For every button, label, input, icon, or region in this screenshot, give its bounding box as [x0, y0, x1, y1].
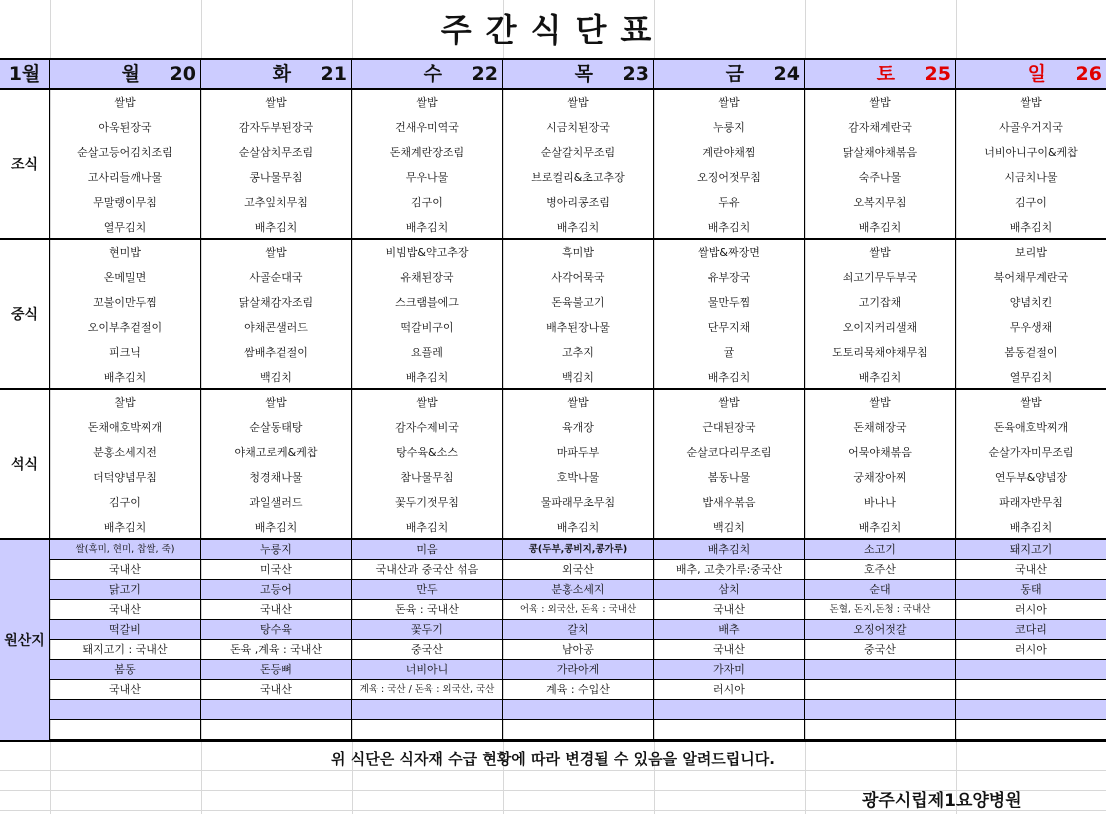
menu-column: [956, 240, 1106, 388]
day-header-row: [0, 58, 1106, 90]
origin-cell: [956, 700, 1106, 719]
origin-cell: 돈등뼈: [201, 660, 352, 679]
origin-cell: 러시아: [956, 640, 1106, 659]
origin-cell: 돼지고기 : 국내산: [50, 640, 201, 659]
menu-item: 배추김치: [707, 221, 751, 234]
menu-item: 김구이: [411, 196, 443, 209]
day-date: 23: [622, 63, 649, 85]
origin-cell: [352, 720, 503, 739]
origin-cell: 미국산: [201, 560, 352, 579]
origin-cell: [352, 700, 503, 719]
menu-item: 열무김치: [1009, 371, 1053, 384]
menu-item: 더덕양념무침: [93, 471, 157, 484]
menu-item: 사각어묵국: [551, 271, 605, 284]
menu-item: 고추잎치무침: [244, 196, 308, 209]
origin-cell: 국내산과 중국산 섞음: [352, 560, 503, 579]
origin-cell: 콩(두부,콩비지,콩가루): [503, 540, 654, 559]
menu-column: [352, 90, 503, 238]
menu-item: 쌀밥: [1020, 96, 1042, 109]
menu-item: 배추김치: [556, 221, 600, 234]
menu-item: 쇠고기무두부국: [842, 271, 918, 284]
menu-item: 돈육불고기: [551, 296, 605, 309]
menu-item: 순살고등어김치조림: [77, 146, 173, 159]
menu-item: 마파두부: [556, 446, 600, 459]
origin-cell: 국내산: [50, 680, 201, 699]
menu-column: [956, 390, 1106, 538]
menu-item: 쌀밥: [1020, 396, 1042, 409]
menu-item: 감자수제비국: [395, 421, 459, 434]
day-date: 22: [471, 63, 498, 85]
origin-row: [50, 580, 1106, 600]
origin-cell: 삼치: [654, 580, 805, 599]
menu-item: 백김치: [713, 521, 745, 534]
menu-item: 청경채나물: [249, 471, 303, 484]
menu-item: 돈육애호박찌개: [993, 421, 1069, 434]
menu-item: 쌈배추겉절이: [244, 346, 308, 359]
day-date: 21: [320, 63, 347, 85]
menu-item: 콩나물무침: [249, 171, 303, 184]
menu-item: 근대된장국: [702, 421, 756, 434]
origin-cell: 가자미: [654, 660, 805, 679]
menu-item: 열무김치: [103, 221, 147, 234]
menu-item: 김구이: [1015, 196, 1047, 209]
origin-cell: 배추, 고춧가루:중국산: [654, 560, 805, 579]
menu-column: [201, 240, 352, 388]
origin-section: [0, 540, 1106, 742]
menu-column: [503, 390, 654, 538]
meal-label: 석식: [0, 390, 50, 538]
origin-row: [50, 680, 1106, 700]
menu-item: 시금치된장국: [546, 121, 610, 134]
menu-item: 배추김치: [103, 371, 147, 384]
origin-cell: 국내산: [50, 600, 201, 619]
menu-column: [654, 390, 805, 538]
origin-cell: 어육 : 외국산, 돈육 : 국내산: [503, 600, 654, 619]
origin-row: [50, 620, 1106, 640]
menu-column: [805, 390, 956, 538]
origin-cell: 쌀(흑미, 현미, 찹쌀, 죽): [50, 540, 201, 559]
meal-block-1: [0, 240, 1106, 390]
menu-item: 백김치: [562, 371, 594, 384]
menu-item: 건새우미역국: [395, 121, 459, 134]
menu-column: [50, 90, 201, 238]
menu-item: 배추김치: [103, 521, 147, 534]
origin-cell: [654, 720, 805, 739]
origin-cell: [805, 680, 956, 699]
menu-item: 배추김치: [405, 371, 449, 384]
origin-cell: 순대: [805, 580, 956, 599]
day-date: 24: [773, 63, 800, 85]
menu-item: 분홍소세지전: [93, 446, 157, 459]
origin-row: [50, 660, 1106, 680]
menu-item: 물만두찜: [707, 296, 751, 309]
origin-cell: 국내산: [654, 600, 805, 619]
menu-item: 요플레: [411, 346, 443, 359]
menu-item: 두유: [718, 196, 740, 209]
menu-column: [50, 240, 201, 388]
menu-item: 배추김치: [858, 371, 902, 384]
menu-item: 온메밀면: [103, 271, 147, 284]
origin-cell: 국내산: [50, 560, 201, 579]
menu-item: 쌀밥: [416, 96, 438, 109]
menu-item: 쌀밥: [718, 96, 740, 109]
origin-cell: 돈혈, 돈지,돈청 : 국내산: [805, 600, 956, 619]
origin-cell: 계육 : 국산 / 돈육 : 외국산, 국산: [352, 680, 503, 699]
menu-item: 탕수육&소스: [396, 446, 458, 459]
menu-column: [503, 240, 654, 388]
day-header-2: [352, 60, 503, 88]
menu-item: 감자두부된장국: [238, 121, 314, 134]
origin-row: [50, 640, 1106, 660]
menu-item: 고사리들깨나물: [87, 171, 163, 184]
origin-cell: 고등어: [201, 580, 352, 599]
meal-label: 조식: [0, 90, 50, 238]
menu-column: [956, 90, 1106, 238]
origin-cell: 코다리: [956, 620, 1106, 639]
menu-item: 배추김치: [556, 521, 600, 534]
menu-item: 어묵야채볶음: [848, 446, 912, 459]
menu-item: 배추김치: [254, 221, 298, 234]
menu-column: [352, 240, 503, 388]
origin-cell: 오징어젓갈: [805, 620, 956, 639]
menu-item: 병아리콩조림: [546, 196, 610, 209]
menu-item: 누룽지: [713, 121, 745, 134]
menu-item: 고추지: [562, 346, 594, 359]
origin-cell: [503, 700, 654, 719]
menu-item: 닭살채야채볶음: [842, 146, 918, 159]
origin-cell: 호주산: [805, 560, 956, 579]
origin-cell: [805, 660, 956, 679]
menu-item: 귤: [723, 346, 735, 359]
day-name: 금: [725, 63, 744, 85]
origin-cell: 남아공: [503, 640, 654, 659]
day-name: 토: [876, 63, 895, 85]
menu-item: 쌀밥: [114, 96, 136, 109]
menu-item: 물파래무초무침: [540, 496, 616, 509]
origin-cell: 만두: [352, 580, 503, 599]
menu-item: 시금치나물: [1004, 171, 1058, 184]
menu-item: 순살코다리무조림: [686, 446, 772, 459]
menu-item: 배추된장나물: [546, 321, 610, 334]
origin-cell: 소고기: [805, 540, 956, 559]
origin-label: 원산지: [0, 540, 50, 740]
origin-cell: 계육 : 수입산: [503, 680, 654, 699]
menu-item: 쌀밥: [416, 396, 438, 409]
origin-cell: 동태: [956, 580, 1106, 599]
menu-item: 궁채장아찌: [853, 471, 907, 484]
origin-row: [50, 720, 1106, 740]
origin-cell: 중국산: [805, 640, 956, 659]
menu-item: 브로컬리&초고추장: [531, 171, 625, 184]
menu-column: [50, 390, 201, 538]
origin-cell: 중국산: [352, 640, 503, 659]
origin-cell: [654, 700, 805, 719]
menu-item: 쌀밥&짜장면: [698, 246, 760, 259]
menu-item: 밥새우볶음: [702, 496, 756, 509]
menu-item: 쌀밥: [265, 396, 287, 409]
menu-item: 돈채애호박찌개: [87, 421, 163, 434]
origin-cell: [956, 720, 1106, 739]
menu-column: [805, 90, 956, 238]
menu-item: 찰밥: [114, 396, 136, 409]
menu-item: 무우나물: [405, 171, 449, 184]
day-header-3: [503, 60, 654, 88]
menu-item: 연두부&양념장: [994, 471, 1068, 484]
menu-item: 참나물무침: [400, 471, 454, 484]
origin-cell: [50, 700, 201, 719]
menu-item: 쌀밥: [567, 396, 589, 409]
origin-row: [50, 700, 1106, 720]
origin-cell: [805, 700, 956, 719]
menu-item: 김구이: [109, 496, 141, 509]
origin-cell: 떡갈비: [50, 620, 201, 639]
origin-cell: 봄동: [50, 660, 201, 679]
menu-column: [503, 90, 654, 238]
meal-block-2: [0, 390, 1106, 540]
menu-item: 숙주나물: [858, 171, 902, 184]
day-header-6: [956, 60, 1106, 88]
menu-item: 배추김치: [858, 521, 902, 534]
menu-item: 감자채계란국: [848, 121, 912, 134]
menu-item: 아욱된장국: [98, 121, 152, 134]
menu-column: [654, 240, 805, 388]
day-name: 수: [423, 63, 442, 85]
menu-item: 배추김치: [858, 221, 902, 234]
menu-item: 고기잡채: [858, 296, 902, 309]
day-header-0: [50, 60, 201, 88]
origin-cell: 돈육 ,계육 : 국내산: [201, 640, 352, 659]
menu-item: 오징어젓무침: [697, 171, 761, 184]
origin-cell: 탕수육: [201, 620, 352, 639]
menu-item: 꽃두기젓무침: [395, 496, 459, 509]
menu-item: 오이지커리샐채: [842, 321, 918, 334]
origin-cell: 국내산: [956, 560, 1106, 579]
origin-cell: [201, 720, 352, 739]
menu-item: 쌀밥: [265, 246, 287, 259]
menu-item: 배추김치: [707, 371, 751, 384]
day-date: 25: [924, 63, 951, 85]
origin-cell: [503, 720, 654, 739]
origin-cell: 너비아니: [352, 660, 503, 679]
menu-item: 순살동태탕: [249, 421, 303, 434]
origin-cell: 러시아: [654, 680, 805, 699]
origin-cell: 돼지고기: [956, 540, 1106, 559]
menu-item: 사골순대국: [249, 271, 303, 284]
menu-item: 돈채계란장조림: [389, 146, 465, 159]
origin-cell: 분홍소세지: [503, 580, 654, 599]
origin-cell: 국내산: [654, 640, 805, 659]
menu-item: 오이부추겉절이: [87, 321, 163, 334]
menu-item: 비빔밥&약고추장: [385, 246, 469, 259]
menu-item: 도토리묵채야채무침: [832, 346, 928, 359]
origin-cell: 누룽지: [201, 540, 352, 559]
origin-cell: 갈치: [503, 620, 654, 639]
day-date: 26: [1075, 63, 1102, 85]
menu-item: 백김치: [260, 371, 292, 384]
menu-item: 스크램블에그: [395, 296, 459, 309]
menu-item: 쌀밥: [869, 396, 891, 409]
menu-item: 꼬불이만두찜: [93, 296, 157, 309]
menu-column: [805, 240, 956, 388]
menu-item: 떡갈비구이: [400, 321, 454, 334]
menu-item: 과일샐러드: [249, 496, 303, 509]
menu-column: [654, 90, 805, 238]
menu-item: 유부장국: [707, 271, 751, 284]
origin-cell: [805, 720, 956, 739]
menu-item: 현미밥: [109, 246, 141, 259]
origin-cell: [201, 700, 352, 719]
day-name: 일: [1027, 63, 1046, 85]
meal-block-0: [0, 90, 1106, 240]
day-name: 목: [574, 63, 593, 85]
page-title: 주간식단표: [440, 11, 666, 49]
menu-item: 쌀밥: [567, 96, 589, 109]
menu-item: 무말랭이무침: [93, 196, 157, 209]
origin-row: [50, 560, 1106, 580]
menu-item: 봄동나물: [707, 471, 751, 484]
menu-item: 야채고로케&케찹: [234, 446, 318, 459]
origin-cell: 돈육 : 국내산: [352, 600, 503, 619]
menu-item: 쌀밥: [718, 396, 740, 409]
origin-cell: 배추김치: [654, 540, 805, 559]
origin-cell: 국내산: [201, 680, 352, 699]
origin-row: [50, 600, 1106, 620]
menu-item: 배추김치: [405, 221, 449, 234]
menu-item: 순살가자미무조림: [988, 446, 1074, 459]
menu-item: 사골우거지국: [999, 121, 1063, 134]
origin-cell: 외국산: [503, 560, 654, 579]
menu-item: 돈채해장국: [853, 421, 907, 434]
menu-item: 유채된장국: [400, 271, 454, 284]
menu-column: [201, 90, 352, 238]
origin-cell: 배추: [654, 620, 805, 639]
menu-item: 배추김치: [1009, 221, 1053, 234]
menu-item: 순살갈치무조림: [540, 146, 616, 159]
menu-item: 계란야채찜: [702, 146, 756, 159]
meal-label: 중식: [0, 240, 50, 388]
menu-item: 북어채무계란국: [993, 271, 1069, 284]
menu-item: 바나나: [864, 496, 896, 509]
menu-item: 양념치킨: [1009, 296, 1053, 309]
day-date: 20: [169, 63, 196, 85]
origin-cell: 미음: [352, 540, 503, 559]
menu-item: 너비아니구이&케찹: [984, 146, 1078, 159]
menu-item: 오복지무침: [853, 196, 907, 209]
menu-column: [352, 390, 503, 538]
menu-column: [201, 390, 352, 538]
origin-cell: [956, 660, 1106, 679]
origin-cell: 국내산: [201, 600, 352, 619]
menu-item: 닭살채감자조림: [238, 296, 314, 309]
notice-text: 위 식단은 식자재 수급 현황에 따라 변경될 수 있음을 알려드립니다.: [331, 750, 775, 768]
menu-item: 배추김치: [1009, 521, 1053, 534]
day-name: 월: [121, 63, 140, 85]
menu-item: 피크닉: [109, 346, 141, 359]
menu-item: 단무지채: [707, 321, 751, 334]
menu-item: 배추김치: [405, 521, 449, 534]
menu-item: 육개장: [562, 421, 594, 434]
menu-item: 순살삼치무조림: [238, 146, 314, 159]
origin-cell: 가라아게: [503, 660, 654, 679]
origin-cell: 러시아: [956, 600, 1106, 619]
day-name: 화: [272, 63, 291, 85]
menu-item: 쌀밥: [869, 246, 891, 259]
menu-item: 흑미밥: [562, 246, 594, 259]
origin-row: [50, 540, 1106, 560]
menu-item: 호박나물: [556, 471, 600, 484]
origin-cell: [50, 720, 201, 739]
menu-item: 파래자반무침: [999, 496, 1063, 509]
day-header-5: [805, 60, 956, 88]
menu-item: 보리밥: [1015, 246, 1047, 259]
menu-item: 쌀밥: [265, 96, 287, 109]
menu-item: 봄동겉절이: [1004, 346, 1058, 359]
month-cell: 1월: [0, 60, 50, 88]
menu-item: 무우생채: [1009, 321, 1053, 334]
origin-cell: 꽃두기: [352, 620, 503, 639]
menu-item: 야채콘샐러드: [244, 321, 308, 334]
origin-cell: [956, 680, 1106, 699]
menu-item: 쌀밥: [869, 96, 891, 109]
day-header-4: [654, 60, 805, 88]
day-header-1: [201, 60, 352, 88]
menu-item: 배추김치: [254, 521, 298, 534]
origin-cell: 닭고기: [50, 580, 201, 599]
hospital-name: 광주시립제1요양병원: [862, 791, 1022, 811]
